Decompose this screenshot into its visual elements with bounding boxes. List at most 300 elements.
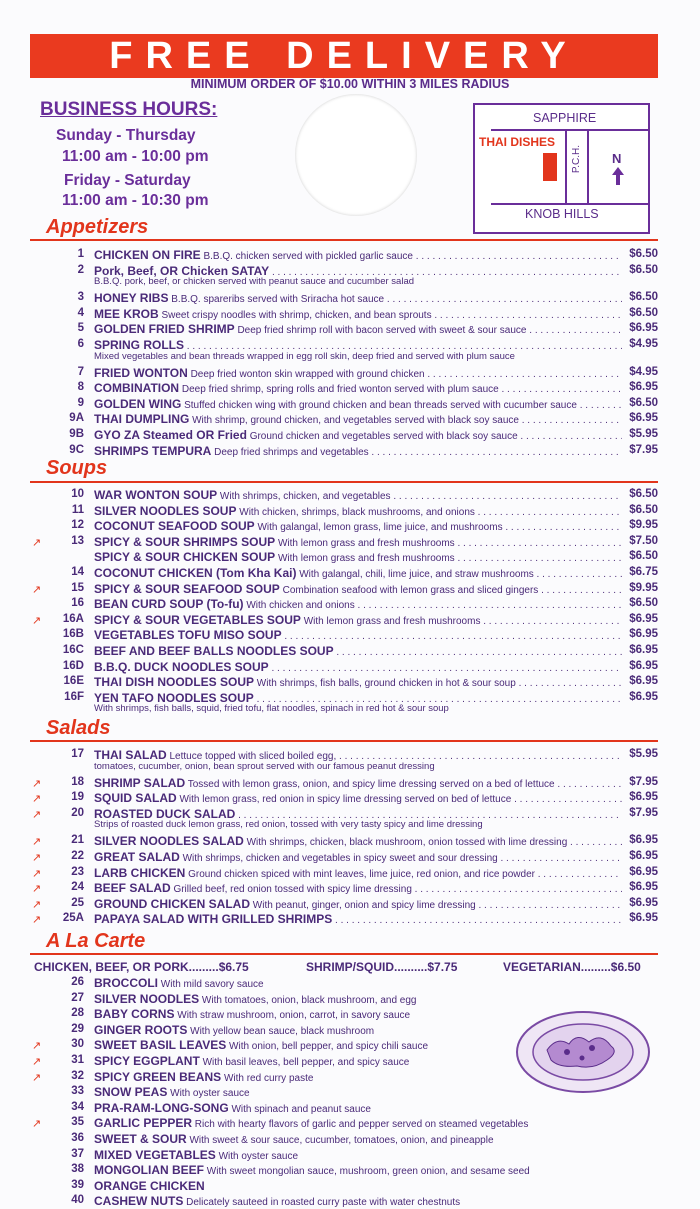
item-description: With chicken, shrimps, black mushrooms, and onions bbox=[239, 506, 475, 518]
menu-item bbox=[30, 791, 658, 806]
item-description: With sweet mongolian sauce, mushroom, green onion, and sesame seed bbox=[206, 1166, 530, 1178]
item-text bbox=[94, 535, 624, 549]
item-text bbox=[94, 912, 624, 926]
item-name: THAI DISH NOODLES SOUP bbox=[94, 675, 255, 690]
chili-pepper-icon: ↗ bbox=[32, 808, 42, 821]
item-description: Rich with hearty flavors of garlic and pepper served on steamed vegetables bbox=[194, 1119, 529, 1131]
item-price: $9.95 bbox=[622, 582, 658, 594]
item-name: CHICKEN ON FIRE bbox=[94, 248, 201, 262]
menu-item bbox=[30, 1116, 658, 1131]
item-description: With peanut, ginger, onion and spicy lime dressing bbox=[252, 899, 476, 911]
menu-item bbox=[30, 912, 658, 927]
item-name: MEE KROB bbox=[94, 306, 159, 321]
item-price: $6.50 bbox=[622, 397, 658, 409]
item-text bbox=[94, 582, 624, 596]
menu-item bbox=[30, 550, 658, 565]
chili-pepper-icon: ↗ bbox=[32, 1040, 42, 1053]
item-number: 9 bbox=[77, 396, 84, 409]
menu-item bbox=[30, 644, 658, 659]
item-description: With straw mushroom, onion, carrot, in savory sauce bbox=[177, 1010, 411, 1022]
item-number: 24 bbox=[71, 881, 84, 894]
item-description: With shrimps, chicken, black mushroom, onion tossed with lime dressing bbox=[246, 837, 568, 849]
item-description: B.B.Q. spareribs served with Sriracha hot sauce bbox=[171, 294, 385, 306]
minimum-order-note: MINIMUM ORDER OF $10.00 WITHIN 3 MILES RADIUS bbox=[190, 77, 510, 91]
chili-pepper-icon: ↗ bbox=[32, 793, 42, 806]
carte-price-vegetarian: VEGETARIAN.........$6.50 bbox=[503, 960, 641, 974]
item-description: With shrimps, chicken, and vegetables bbox=[219, 491, 391, 502]
item-number: 29 bbox=[71, 1022, 84, 1035]
item-name: GARLIC PEPPER bbox=[94, 1116, 193, 1131]
item-price: $6.95 bbox=[622, 834, 658, 846]
carte-price-meat: CHICKEN, BEEF, OR PORK.........$6.75 bbox=[34, 960, 249, 974]
menu-item bbox=[30, 535, 658, 550]
item-description: B.B.Q. chicken served with pickled garlic sauce bbox=[203, 251, 413, 262]
item-description: Lettuce topped with sliced boiled egg, bbox=[169, 751, 337, 762]
item-number: 23 bbox=[71, 865, 84, 878]
menu-item bbox=[30, 1132, 658, 1147]
item-description: Sweet crispy noodles with shrimp, chicken, and bean sprouts bbox=[161, 309, 432, 321]
item-price: $6.95 bbox=[622, 613, 658, 625]
menu-item bbox=[30, 976, 658, 991]
door-hanger-hole bbox=[295, 94, 417, 216]
item-subdescription: Mixed vegetables and bean threads wrapped in egg roll skin, deep fried and served with plum sauce bbox=[94, 350, 515, 362]
item-text bbox=[94, 397, 624, 411]
item-price: $6.50 bbox=[622, 504, 658, 516]
menu-item bbox=[30, 866, 658, 881]
item-number: 12 bbox=[71, 519, 84, 532]
item-number: 28 bbox=[71, 1007, 84, 1020]
item-price: $7.95 bbox=[622, 444, 658, 456]
item-number: 25A bbox=[62, 912, 84, 925]
item-name: BEEF SALAD bbox=[94, 881, 171, 896]
item-name: B.B.Q. DUCK NOODLES SOUP bbox=[94, 659, 269, 674]
item-number: 30 bbox=[71, 1038, 84, 1051]
item-text bbox=[94, 428, 624, 442]
item-description: With onion, bell pepper, and spicy chili sauce bbox=[229, 1041, 429, 1053]
item-price: $6.95 bbox=[622, 881, 658, 893]
item-number: 16F bbox=[64, 690, 84, 703]
item-name: BABY CORNS bbox=[94, 1007, 175, 1022]
menu-item bbox=[30, 850, 658, 865]
item-description: With mild savory sauce bbox=[160, 979, 264, 990]
item-price: $9.95 bbox=[622, 519, 658, 531]
item-price: $6.50 bbox=[622, 264, 658, 276]
item-text bbox=[94, 366, 624, 380]
item-number: 25 bbox=[71, 896, 84, 909]
item-number: 14 bbox=[71, 566, 84, 578]
item-price: $6.95 bbox=[622, 644, 658, 656]
menu-item bbox=[30, 613, 658, 628]
item-text bbox=[94, 550, 624, 564]
item-name: LARB CHICKEN bbox=[94, 865, 186, 880]
item-name: SWEET BASIL LEAVES bbox=[94, 1038, 227, 1053]
north-arrow-stem bbox=[616, 175, 620, 185]
menu-item bbox=[30, 992, 658, 1007]
item-name: SPICY & SOUR CHICKEN SOUP bbox=[94, 550, 276, 565]
item-number: 18 bbox=[71, 775, 84, 788]
item-price: $6.50 bbox=[622, 291, 658, 303]
menu-item bbox=[30, 488, 658, 503]
item-description: Tossed with lemon grass, onion, and spicy lime dressing served on a bed of lettuce bbox=[187, 778, 555, 790]
item-name: HONEY RIBS bbox=[94, 291, 169, 306]
item-name: BEEF AND BEEF BALLS NOODLES SOUP bbox=[94, 644, 334, 658]
menu-item bbox=[30, 428, 658, 443]
item-text bbox=[94, 613, 624, 627]
item-name: SILVER NOODLES SALAD bbox=[94, 834, 244, 849]
item-name: MONGOLIAN BEEF bbox=[94, 1163, 204, 1178]
item-description: With chicken and onions bbox=[246, 600, 355, 612]
item-name: FRIED WONTON bbox=[94, 365, 188, 380]
item-number: 16E bbox=[63, 675, 84, 688]
item-description: With shrimps, fish balls, ground chicken in hot & sour soup bbox=[256, 678, 516, 690]
item-description: With basil leaves, bell pepper, and spicy sauce bbox=[202, 1057, 410, 1068]
item-description: Stuffed chicken wing with ground chicken and bean threads served with cucumber sauce bbox=[184, 399, 577, 411]
chili-pepper-icon: ↗ bbox=[32, 1056, 42, 1068]
hours-days-1: Sunday - Thursday bbox=[56, 127, 196, 144]
item-text bbox=[94, 881, 624, 895]
item-text bbox=[94, 1116, 658, 1130]
item-name: PAPAYA SALAD WITH GRILLED SHRIMPS bbox=[94, 912, 333, 927]
item-number: 27 bbox=[71, 991, 84, 1004]
item-description: Delicately sauteed in roasted curry paste with water chestnuts bbox=[186, 1197, 461, 1209]
item-name: YEN TAFO NOODLES SOUP bbox=[94, 690, 254, 705]
item-name: COCONUT CHICKEN (Tom Kha Kai) bbox=[94, 566, 297, 580]
item-number: 16A bbox=[62, 612, 84, 625]
item-description: With shrimp, ground chicken, and vegetables served with black soy sauce bbox=[192, 415, 519, 427]
item-price: $6.50 bbox=[622, 488, 658, 500]
item-number: 38 bbox=[71, 1163, 84, 1176]
section-title-appetizers: Appetizers bbox=[46, 216, 149, 238]
section-divider bbox=[30, 740, 658, 742]
item-text bbox=[94, 504, 624, 518]
item-number: 16 bbox=[71, 597, 84, 610]
item-description: With shrimps, chicken and vegetables in spicy sweet and sour dressing bbox=[182, 853, 498, 864]
chili-pepper-icon: ↗ bbox=[32, 777, 42, 790]
item-text bbox=[94, 976, 658, 990]
item-price: $6.75 bbox=[622, 566, 658, 578]
item-price: $7.95 bbox=[622, 776, 658, 788]
item-price: $7.95 bbox=[622, 807, 658, 819]
item-description: Combination seafood with lemon grass and sliced gingers bbox=[282, 584, 539, 596]
item-name: SPRING ROLLS bbox=[94, 338, 185, 352]
item-name: MIXED VEGETABLES bbox=[94, 1147, 216, 1162]
item-text bbox=[94, 1101, 658, 1115]
item-price: $6.95 bbox=[622, 897, 658, 909]
menu-item bbox=[30, 322, 658, 337]
item-name: SPICY & SOUR SEAFOOD SOUP bbox=[94, 581, 280, 596]
item-text bbox=[94, 897, 624, 911]
chili-pepper-icon: ↗ bbox=[32, 536, 42, 549]
item-text bbox=[94, 307, 624, 321]
chili-pepper-icon: ↗ bbox=[32, 614, 42, 627]
item-number: 7 bbox=[77, 365, 84, 378]
item-text bbox=[94, 992, 658, 1006]
menu-item bbox=[30, 566, 658, 581]
menu-item bbox=[30, 834, 658, 849]
item-price: $6.95 bbox=[622, 675, 658, 687]
item-name: Pork, Beef, OR Chicken SATAY bbox=[94, 263, 270, 278]
item-price: $6.95 bbox=[622, 691, 658, 703]
item-name: SILVER NOODLES bbox=[94, 991, 200, 1006]
item-price: $6.95 bbox=[622, 791, 658, 803]
item-price: $7.50 bbox=[622, 535, 658, 547]
item-text bbox=[94, 597, 624, 611]
item-text bbox=[94, 291, 624, 305]
item-text bbox=[94, 644, 624, 658]
item-number: 15 bbox=[71, 581, 84, 594]
item-name: GYO ZA Steamed OR Fried bbox=[94, 428, 247, 442]
item-price: $6.95 bbox=[622, 628, 658, 640]
chili-pepper-icon: ↗ bbox=[32, 583, 42, 596]
item-price: $6.50 bbox=[622, 248, 658, 260]
chili-pepper-icon: ↗ bbox=[32, 898, 42, 911]
location-map bbox=[473, 103, 650, 234]
item-subdescription: Strips of roasted duck lemon grass, red onion, tossed with very tasty spicy and lime dressing bbox=[94, 819, 483, 831]
item-name: GOLDEN FRIED SHRIMP bbox=[94, 322, 235, 337]
item-number: 31 bbox=[71, 1054, 84, 1066]
free-delivery-banner: FREE DELIVERY bbox=[30, 34, 658, 78]
item-price: $6.50 bbox=[622, 307, 658, 319]
item-text bbox=[94, 675, 624, 689]
item-name: GROUND CHICKEN SALAD bbox=[94, 896, 250, 911]
item-name: SILVER NOODLES SOUP bbox=[94, 503, 237, 518]
business-hours-title: BUSINESS HOURS: bbox=[40, 99, 218, 120]
hours-time-2: 11:00 am - 10:30 pm bbox=[62, 192, 209, 209]
item-name: VEGETABLES TOFU MISO SOUP bbox=[94, 628, 282, 643]
item-name: ORANGE CHICKEN bbox=[94, 1178, 205, 1193]
item-price: $6.95 bbox=[622, 660, 658, 672]
chili-pepper-icon: ↗ bbox=[32, 867, 42, 880]
item-price: $6.95 bbox=[622, 381, 658, 393]
item-price: $5.95 bbox=[622, 748, 658, 760]
menu-item bbox=[30, 1194, 658, 1209]
item-description: Ground chicken and vegetables served with black soy sauce bbox=[249, 431, 518, 442]
item-text bbox=[94, 850, 624, 864]
item-description: With yellow bean sauce, black mushroom bbox=[190, 1025, 375, 1037]
item-number: 13 bbox=[71, 534, 84, 547]
item-description: With lemon grass and fresh mushrooms bbox=[277, 537, 455, 549]
section-divider bbox=[30, 481, 658, 483]
menu-item bbox=[30, 1101, 658, 1116]
menu-item bbox=[30, 897, 658, 912]
item-text bbox=[94, 791, 624, 805]
item-number: 39 bbox=[71, 1178, 84, 1191]
section-divider bbox=[30, 239, 658, 241]
menu-item bbox=[30, 307, 658, 322]
item-name: COMBINATION bbox=[94, 381, 180, 396]
item-description: With oyster sauce bbox=[170, 1088, 250, 1100]
item-number: 21 bbox=[71, 834, 84, 847]
item-name: GINGER ROOTS bbox=[94, 1022, 188, 1037]
item-description: Deep fried shrimp, spring rolls and fried wonton served with plum sauce bbox=[181, 384, 499, 396]
item-name: THAI SALAD bbox=[94, 748, 167, 762]
chili-pepper-icon: ↗ bbox=[32, 883, 42, 896]
item-name: SPICY EGGPLANT bbox=[94, 1054, 200, 1068]
item-description: With red curry paste bbox=[223, 1072, 314, 1084]
item-text bbox=[94, 776, 624, 790]
item-description: With tomatoes, onion, black mushroom, and egg bbox=[201, 994, 417, 1006]
item-description: With sweet & sour sauce, cucumber, tomatoes, onion, and pineapple bbox=[189, 1135, 494, 1146]
item-text bbox=[94, 519, 624, 533]
item-description: With oyster sauce bbox=[218, 1150, 299, 1162]
item-number: 4 bbox=[77, 306, 84, 319]
item-description: With galangal, chili, lime juice, and straw mushrooms bbox=[299, 569, 534, 580]
item-text bbox=[94, 248, 624, 262]
menu-item bbox=[30, 519, 658, 534]
section-divider bbox=[30, 953, 658, 955]
carte-price-seafood: SHRIMP/SQUID..........$7.75 bbox=[306, 960, 458, 974]
item-number: 9A bbox=[69, 412, 84, 425]
item-name: GREAT SALAD bbox=[94, 850, 180, 864]
menu-item bbox=[30, 397, 658, 412]
menu-item bbox=[30, 1148, 658, 1163]
menu-item bbox=[30, 776, 658, 791]
menu-item bbox=[30, 381, 658, 396]
map-road-pch-left bbox=[565, 129, 567, 205]
item-name: THAI DUMPLING bbox=[94, 412, 190, 427]
item-price: $6.95 bbox=[622, 866, 658, 878]
item-name: BROCCOLI bbox=[94, 976, 158, 990]
item-price: $4.95 bbox=[622, 338, 658, 350]
item-number: 9B bbox=[69, 428, 84, 440]
item-name: WAR WONTON SOUP bbox=[94, 488, 218, 502]
item-price: $6.50 bbox=[622, 597, 658, 609]
menu-item bbox=[30, 597, 658, 612]
item-number: 5 bbox=[77, 322, 84, 335]
item-price: $5.95 bbox=[622, 428, 658, 440]
item-description: With galangal, lemon grass, lime juice, and mushrooms bbox=[257, 522, 503, 534]
menu-item bbox=[30, 582, 658, 597]
item-number: 36 bbox=[71, 1132, 84, 1144]
item-number: 16D bbox=[62, 659, 84, 672]
item-description: Deep fried wonton skin wrapped with ground chicken bbox=[190, 368, 425, 380]
menu-item bbox=[30, 628, 658, 643]
item-text bbox=[94, 488, 624, 502]
chili-pepper-icon: ↗ bbox=[32, 1118, 42, 1131]
chili-pepper-icon: ↗ bbox=[32, 852, 42, 864]
section-title-a-la-carte: A La Carte bbox=[46, 930, 146, 952]
item-number: 16B bbox=[62, 628, 84, 641]
item-description: With lemon grass, red onion in spicy lime dressing served on bed of lettuce bbox=[179, 794, 512, 806]
item-name: GOLDEN WING bbox=[94, 396, 182, 411]
item-name: CASHEW NUTS bbox=[94, 1194, 184, 1209]
item-number: 10 bbox=[71, 488, 84, 500]
item-name: PRA-RAM-LONG-SONG bbox=[94, 1100, 229, 1115]
item-number: 32 bbox=[71, 1069, 84, 1082]
item-name: SNOW PEAS bbox=[94, 1085, 168, 1100]
map-street-bottom: KNOB HILLS bbox=[525, 207, 599, 221]
menu-item bbox=[30, 1163, 658, 1178]
item-text bbox=[94, 1132, 658, 1146]
map-highway-label: P.C.H. bbox=[571, 145, 582, 174]
chili-pepper-icon: ↗ bbox=[32, 914, 42, 927]
menu-item bbox=[30, 881, 658, 896]
item-number: 16C bbox=[62, 644, 84, 656]
item-description: With lemon grass and fresh mushrooms bbox=[303, 615, 481, 627]
item-name: SWEET & SOUR bbox=[94, 1132, 187, 1146]
item-number: 19 bbox=[71, 791, 84, 804]
item-number: 1 bbox=[77, 248, 84, 260]
menu-item bbox=[30, 412, 658, 427]
item-text bbox=[94, 1194, 658, 1208]
north-arrow-icon bbox=[612, 167, 624, 175]
item-text bbox=[94, 660, 624, 674]
item-number: 3 bbox=[77, 291, 84, 304]
map-road-bottom bbox=[491, 203, 648, 205]
item-text bbox=[94, 444, 624, 458]
map-restaurant-label: THAI DISHES bbox=[479, 135, 556, 149]
item-description: Deep fried shrimp roll with bacon served with sweet & sour sauce bbox=[237, 325, 527, 337]
item-number: 22 bbox=[71, 850, 84, 862]
menu-item bbox=[30, 291, 658, 306]
item-text bbox=[94, 1179, 658, 1193]
item-number: 20 bbox=[71, 806, 84, 819]
item-text bbox=[94, 1148, 658, 1162]
menu-item bbox=[30, 504, 658, 519]
map-road-pch-right bbox=[587, 129, 589, 205]
menu-item bbox=[30, 248, 658, 263]
item-name: SPICY GREEN BEANS bbox=[94, 1069, 222, 1084]
section-title-salads: Salads bbox=[46, 717, 111, 739]
item-name: SQUID SALAD bbox=[94, 791, 177, 806]
item-name: BEAN CURD SOUP (To-fu) bbox=[94, 597, 244, 612]
item-description: Deep fried shrimps and vegetables bbox=[214, 446, 369, 458]
item-number: 11 bbox=[71, 503, 84, 516]
item-name: SHRIMPS TEMPURA bbox=[94, 443, 212, 458]
item-text bbox=[94, 628, 624, 642]
item-number: 9C bbox=[69, 443, 84, 456]
item-name: SPICY & SOUR VEGETABLES SOUP bbox=[94, 612, 301, 627]
map-road-top bbox=[491, 129, 648, 131]
menu-item bbox=[30, 660, 658, 675]
map-north-label: N bbox=[612, 151, 622, 166]
item-price: $6.95 bbox=[622, 850, 658, 862]
hours-days-2: Friday - Saturday bbox=[64, 172, 191, 189]
item-description: With spinach and peanut sauce bbox=[231, 1103, 371, 1115]
item-text bbox=[94, 866, 624, 880]
item-subdescription: B.B.Q. pork, beef, or chicken served with peanut sauce and cucumber salad bbox=[94, 276, 415, 288]
item-text bbox=[94, 322, 624, 336]
food-plate-illustration bbox=[512, 1006, 654, 1096]
hours-time-1: 11:00 am - 10:00 pm bbox=[62, 148, 209, 165]
item-text bbox=[94, 834, 624, 848]
menu-item bbox=[30, 1179, 658, 1194]
item-number: 37 bbox=[71, 1147, 84, 1160]
item-price: $6.95 bbox=[622, 412, 658, 424]
item-price: $6.95 bbox=[622, 912, 658, 924]
item-name: SPICY & SOUR SHRIMPS SOUP bbox=[94, 534, 276, 549]
item-number: 33 bbox=[71, 1085, 84, 1098]
chili-pepper-icon: ↗ bbox=[32, 1071, 42, 1084]
item-name: SHRIMP SALAD bbox=[94, 775, 186, 790]
item-price: $4.95 bbox=[622, 366, 658, 378]
item-text bbox=[94, 381, 624, 395]
item-number: 2 bbox=[77, 263, 84, 276]
item-description: Ground chicken spiced with mint leaves, lime juice, red onion, and rice powder bbox=[188, 868, 535, 880]
item-description: Grilled beef, red onion tossed with spicy lime dressing bbox=[173, 884, 412, 896]
chili-pepper-icon: ↗ bbox=[32, 836, 42, 849]
item-text bbox=[94, 412, 624, 426]
item-subdescription: tomatoes, cucumber, onion, bean sprout served with our famous peanut dressing bbox=[94, 760, 435, 772]
item-price: $6.95 bbox=[622, 322, 658, 334]
item-name: COCONUT SEAFOOD SOUP bbox=[94, 519, 255, 534]
map-street-top: SAPPHIRE bbox=[533, 111, 597, 125]
item-number: 34 bbox=[71, 1100, 84, 1113]
section-title-soups: Soups bbox=[46, 457, 108, 479]
item-number: 35 bbox=[71, 1116, 84, 1129]
item-text bbox=[94, 566, 624, 580]
menu-item bbox=[30, 366, 658, 381]
